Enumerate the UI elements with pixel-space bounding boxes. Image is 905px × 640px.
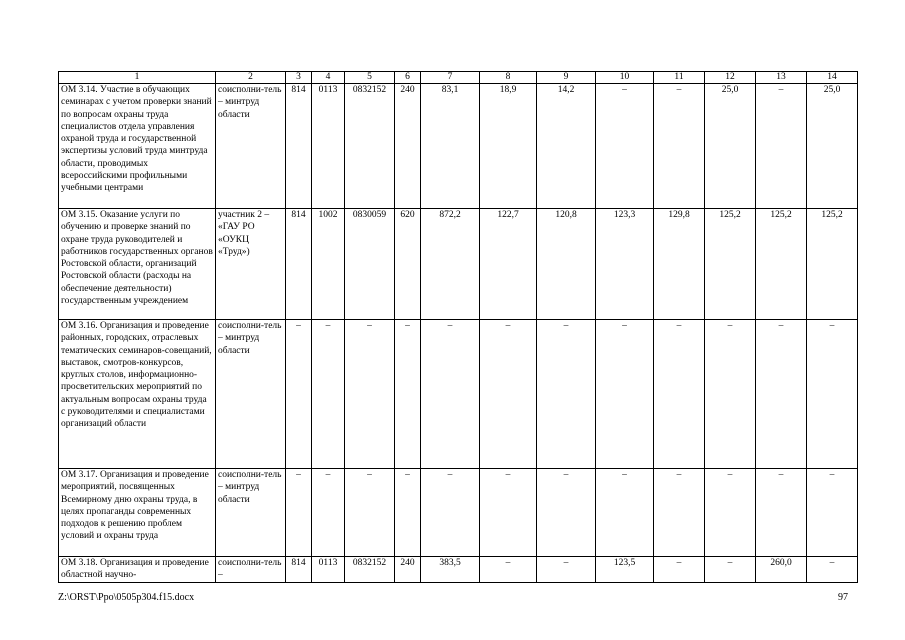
value-cell: 120,8	[537, 209, 596, 320]
value-cell: –	[596, 469, 654, 557]
column-number: 13	[756, 72, 807, 84]
value-cell: –	[312, 320, 345, 469]
value-cell: –	[395, 469, 421, 557]
value-cell: 0830059	[345, 209, 395, 320]
executor: участник 2 – «ГАУ РО «ОУКЦ «Труд»)	[216, 209, 286, 320]
value-cell: –	[480, 469, 537, 557]
column-number: 11	[654, 72, 705, 84]
value-cell: 0113	[312, 557, 345, 583]
value-cell: –	[286, 320, 312, 469]
page-number: 97	[838, 592, 848, 603]
value-cell: –	[345, 320, 395, 469]
table-row	[59, 557, 858, 583]
value-cell: 620	[395, 209, 421, 320]
value-cell: –	[654, 469, 705, 557]
measure-name: ОМ 3.16. Организация и проведение районных, городских, отраслевых тематических семинаров-совещаний, выставок, смотров-конкурсов, круглых столов, информационно-просветительских мероприятий по актуальным вопросам охраны труда с руководителями и специалистами организаций области	[59, 320, 216, 469]
value-cell: 125,2	[705, 209, 756, 320]
value-cell: –	[705, 469, 756, 557]
column-number: 2	[216, 72, 286, 84]
executor: соисполни-тель – минтруд области	[216, 84, 286, 209]
value-cell: –	[654, 557, 705, 583]
value-cell: 814	[286, 209, 312, 320]
column-number: 8	[480, 72, 537, 84]
value-cell: –	[756, 84, 807, 209]
column-number: 12	[705, 72, 756, 84]
value-cell: –	[807, 557, 858, 583]
value-cell: 14,2	[537, 84, 596, 209]
value-cell: 814	[286, 84, 312, 209]
value-cell: –	[756, 320, 807, 469]
measure-name: ОМ 3.17. Организация и проведение мероприятий, посвященных Всемирному дню охраны труда, в целях пропаганды современных подходов к решению проблем условий и охраны труда	[59, 469, 216, 557]
column-number: 7	[421, 72, 480, 84]
value-cell: 123,3	[596, 209, 654, 320]
table-row	[59, 320, 858, 469]
value-cell: –	[596, 84, 654, 209]
value-cell: 122,7	[480, 209, 537, 320]
value-cell: –	[312, 469, 345, 557]
value-cell: 0832152	[345, 84, 395, 209]
value-cell: 872,2	[421, 209, 480, 320]
executor: соисполни-тель – минтруд области	[216, 320, 286, 469]
value-cell: 0832152	[345, 557, 395, 583]
column-number: 5	[345, 72, 395, 84]
table-row	[59, 209, 858, 320]
value-cell: –	[705, 320, 756, 469]
value-cell: –	[421, 469, 480, 557]
value-cell: –	[596, 320, 654, 469]
value-cell: –	[395, 320, 421, 469]
value-cell: –	[654, 84, 705, 209]
value-cell: 18,9	[480, 84, 537, 209]
value-cell: 129,8	[654, 209, 705, 320]
value-cell: 1002	[312, 209, 345, 320]
value-cell: 383,5	[421, 557, 480, 583]
value-cell: –	[537, 320, 596, 469]
column-number: 6	[395, 72, 421, 84]
measure-name: ОМ 3.18. Организация и проведение областной научно-	[59, 557, 216, 583]
value-cell: 240	[395, 557, 421, 583]
measure-name: ОМ 3.15. Оказание услуги по обучению и проверке знаний по охране труда руководителей и работников государственных органов Ростовской области, организаций Ростовской области (расходы на обеспечение деятельности) государственным учреждением	[59, 209, 216, 320]
value-cell: 25,0	[807, 84, 858, 209]
value-cell: –	[421, 320, 480, 469]
column-number: 3	[286, 72, 312, 84]
value-cell: 814	[286, 557, 312, 583]
executor: соисполни-тель – минтруд области	[216, 469, 286, 557]
column-number: 10	[596, 72, 654, 84]
value-cell: 125,2	[807, 209, 858, 320]
table-row	[59, 469, 858, 557]
value-cell: –	[480, 320, 537, 469]
value-cell: –	[345, 469, 395, 557]
value-cell: –	[807, 469, 858, 557]
value-cell: –	[705, 557, 756, 583]
column-number: 1	[59, 72, 216, 84]
value-cell: –	[807, 320, 858, 469]
budget-table	[58, 71, 858, 583]
column-number: 9	[537, 72, 596, 84]
value-cell: 0113	[312, 84, 345, 209]
measure-name: ОМ 3.14. Участие в обучающих семинарах с учетом проверки знаний по вопросам охраны труда специалистов отдела управления охраной труда и государственной экспертизы условий труда минтруда области, проводимых всероссийскими профильными учебными центрами	[59, 84, 216, 209]
table-row	[59, 84, 858, 209]
value-cell: –	[537, 469, 596, 557]
executor: соисполни-тель –	[216, 557, 286, 583]
value-cell: 83,1	[421, 84, 480, 209]
value-cell: –	[756, 469, 807, 557]
value-cell: 240	[395, 84, 421, 209]
value-cell: –	[654, 320, 705, 469]
file-path-footer: Z:\ORST\Ppo\0505p304.f15.docx	[58, 592, 195, 603]
column-number-row	[59, 72, 858, 84]
value-cell: –	[537, 557, 596, 583]
value-cell: 123,5	[596, 557, 654, 583]
column-number: 14	[807, 72, 858, 84]
value-cell: 260,0	[756, 557, 807, 583]
value-cell: –	[480, 557, 537, 583]
value-cell: 25,0	[705, 84, 756, 209]
value-cell: –	[286, 469, 312, 557]
column-number: 4	[312, 72, 345, 84]
value-cell: 125,2	[756, 209, 807, 320]
